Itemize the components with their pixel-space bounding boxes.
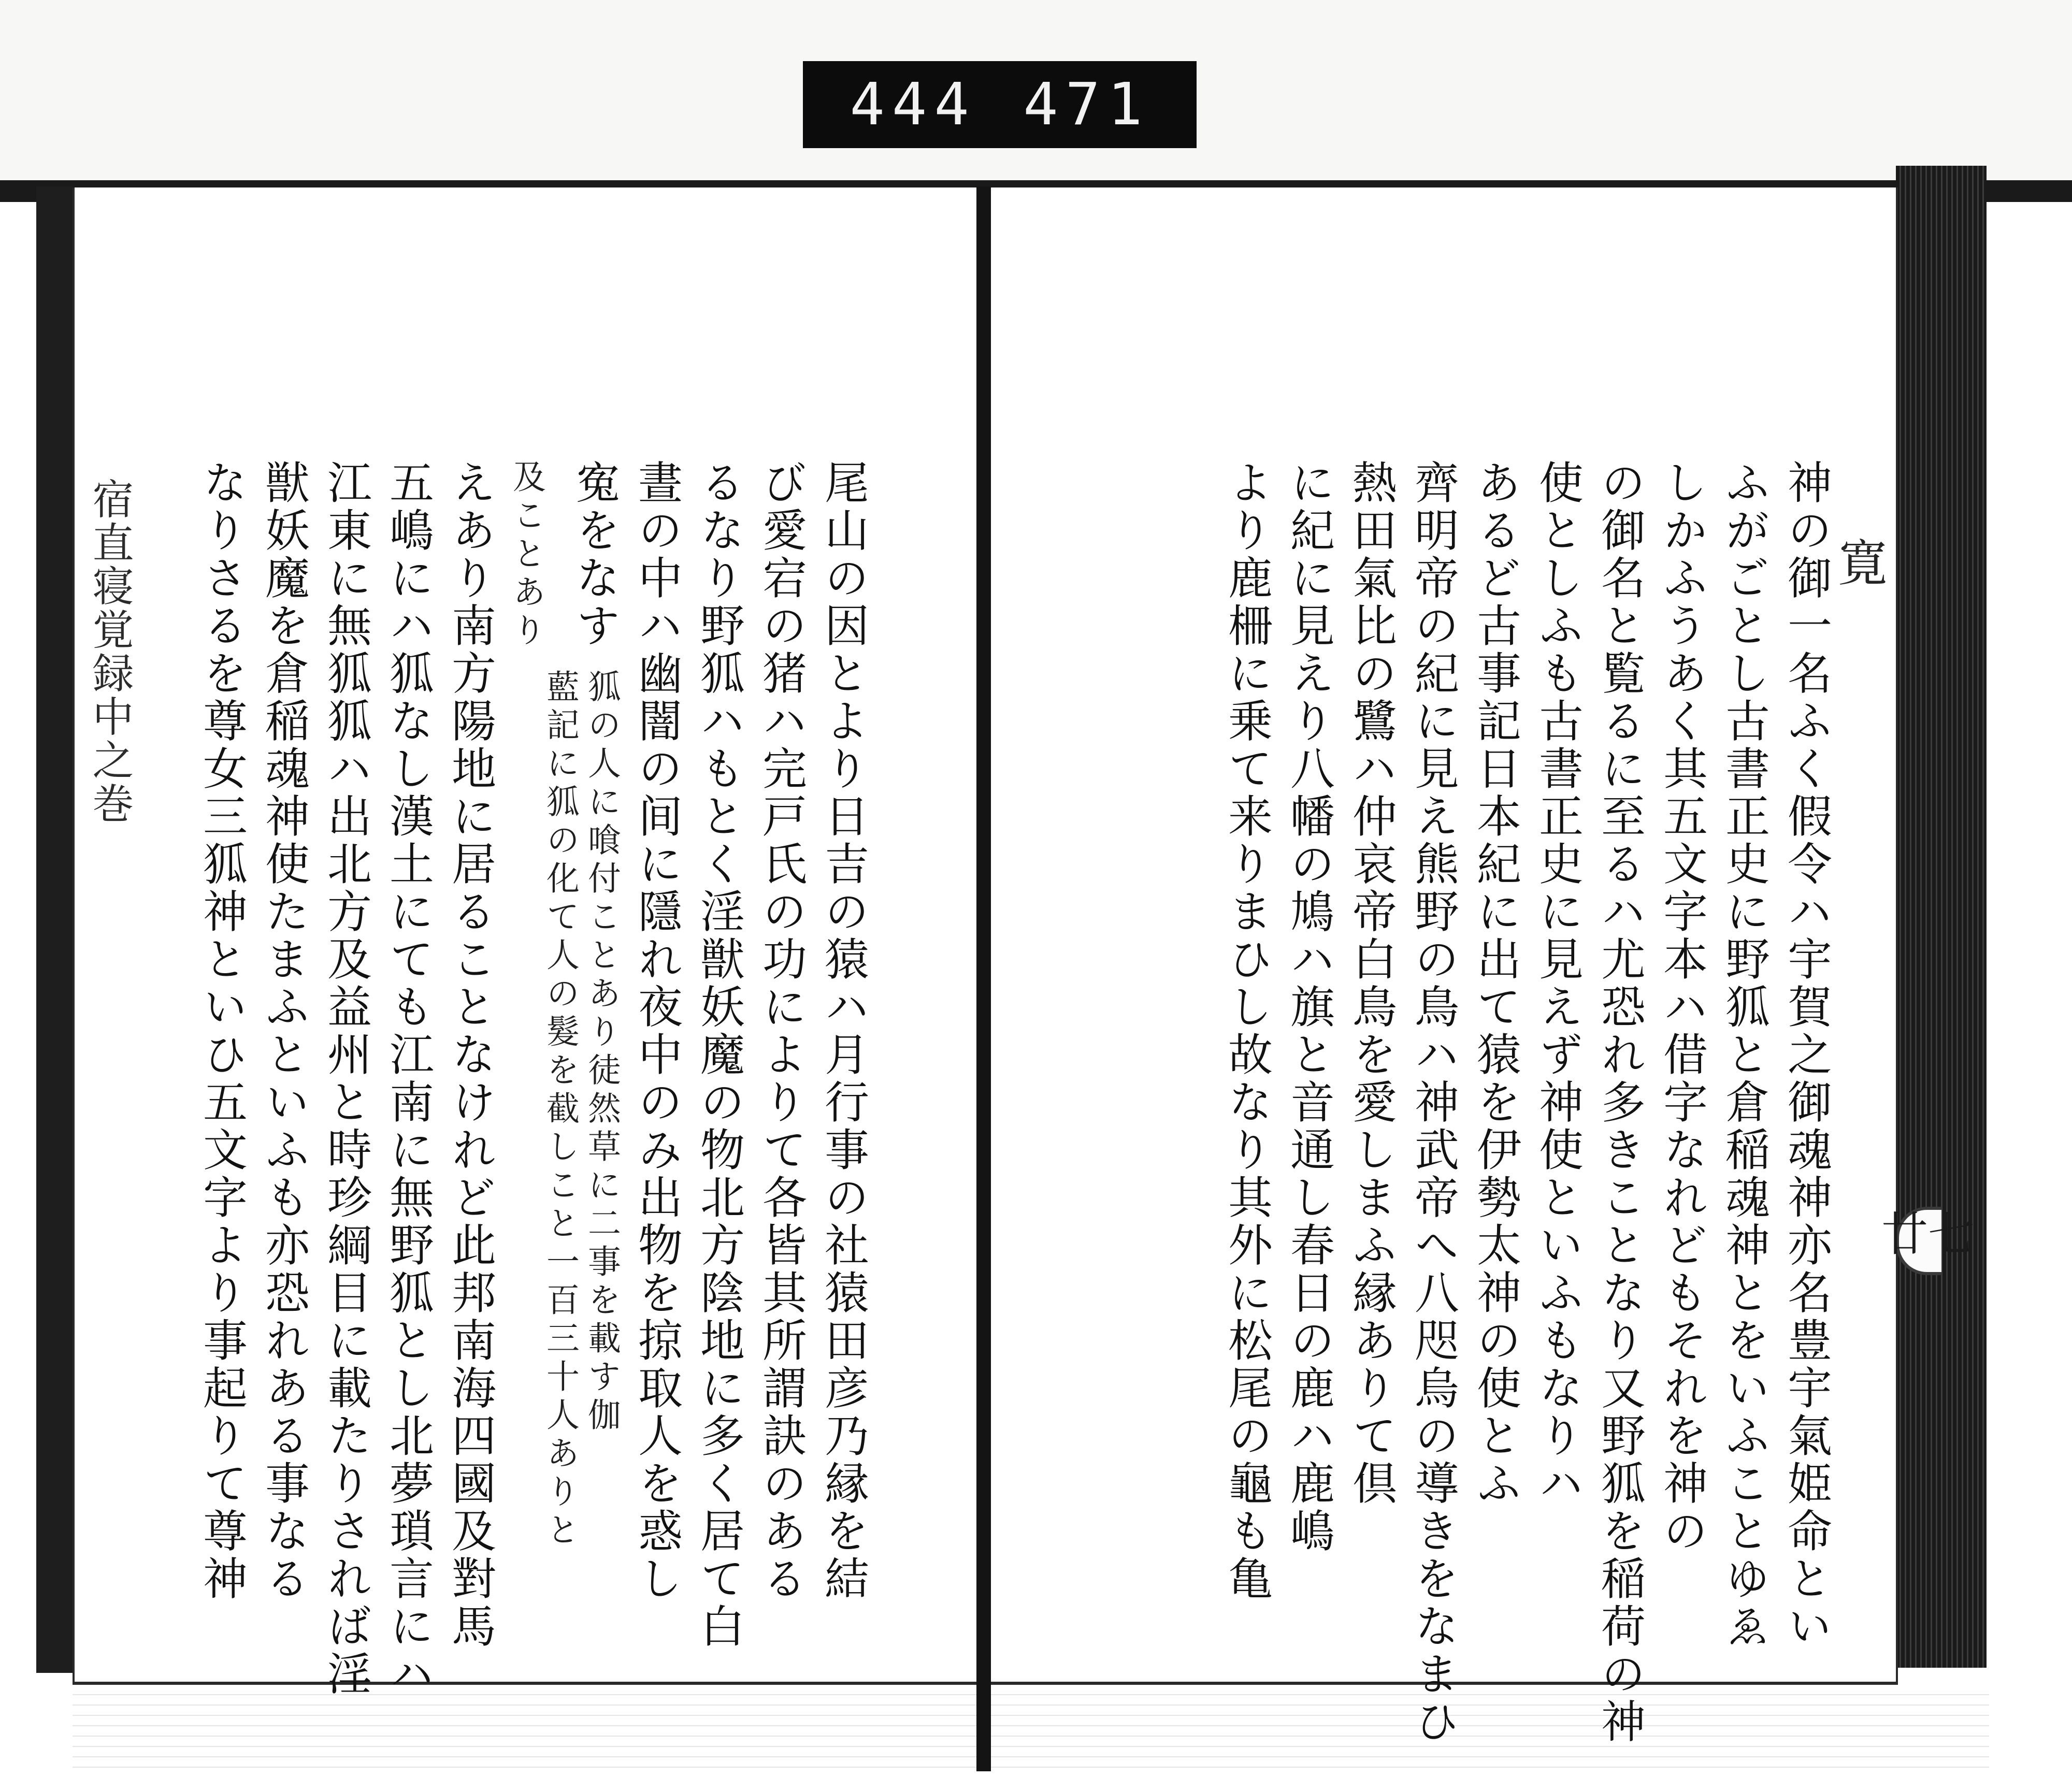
right-line-9: に紀に見えり八幡の鳩ハ旗と音通し春日の鹿ハ鹿嶋: [1283, 459, 1334, 1555]
left-line-9: 獣妖魔を倉稲魂神使たまふといふも亦恐れある事なる: [257, 459, 309, 1603]
left-line-2: び愛宕の猪ハ完戸氏の功によりて各皆其所謂訣のある: [755, 459, 807, 1603]
right-book-edge: [1896, 166, 1987, 1668]
left-line-7: 五嶋にハ狐なし漢土にても江南に無野狐とし北夢瑣言にハ: [382, 459, 434, 1698]
right-line-4: の御名と覧るに至るハ尤恐れ多きことなり又野狐を稲荷の神: [1593, 459, 1645, 1746]
right-line-10: より鹿柵に乗て来りまひし故なり其外に松尾の龜も亀: [1220, 459, 1272, 1603]
right-line-6: あるど古事記日本紀に出て猿を伊勢太神の使とふ: [1469, 459, 1521, 1508]
label-right-number: 471: [1023, 71, 1150, 138]
left-page: [73, 187, 979, 1698]
running-title: 寛: [1838, 534, 1890, 593]
right-line-1: 神の御一名ふく假令ハ宇賀之御魂神亦名豊宇氣姫命とい: [1780, 459, 1832, 1651]
left-margin-title: 宿直寝覚録中之巻: [85, 478, 134, 826]
right-line-8: 熱田氣比の鷺ハ仲哀帝白鳥を愛しまふ縁ありて倶: [1345, 459, 1397, 1508]
book-gutter: [976, 186, 991, 1771]
left-book-edge: [36, 186, 73, 1673]
left-line-3: るなり野狐ハもとく淫獣妖魔の物北方陰地に多く居て白: [693, 459, 744, 1651]
left-line-4: 晝の中ハ幽闇の间に隱れ夜中のみ出物を掠取人を惑し: [630, 459, 682, 1603]
left-line-1: 尾山の因とより日吉の猿ハ月行事の社猿田彦乃縁を結: [817, 459, 869, 1603]
left-line-5: 寃をなす: [568, 459, 620, 650]
left-note-line-3: 及ことあり: [507, 459, 545, 651]
right-line-5: 使としふも古書正史に見えず神使といふもなりハ: [1531, 459, 1583, 1508]
label-left-number: 444: [850, 71, 976, 138]
right-page: [991, 187, 1898, 1746]
catalog-label: [803, 61, 1197, 148]
left-note-line-1: 狐の人に喰付ことあり徒然草に二事を載す伽: [582, 669, 621, 1436]
left-line-6: えあり南方陽地に居ることなけれど此邦南海四國及對馬: [444, 459, 496, 1651]
right-line-7: 齊明帝の紀に見え熊野の鳥ハ神武帝へ八咫烏の導きをなまひ: [1407, 459, 1459, 1746]
left-line-8: 江東に無狐狐ハ出北方及益州と時珍綱目に載たりされば淫: [320, 459, 371, 1698]
right-line-3: しかふうあく其五文字本ハ借字なれどもそれを神の: [1656, 459, 1707, 1555]
right-line-2: ふがごとし古書正史に野狐と倉稲魂神とをいふことゆゑ: [1718, 459, 1769, 1651]
left-line-10: なりさるを尊女三狐神といひ五文字より事起りて尊神: [195, 459, 247, 1603]
page-folio: 廿七: [1881, 1207, 1975, 1262]
left-note-line-2: 藍記に狐の化て人の髮を截しこと一百三十人ありと: [541, 669, 579, 1551]
